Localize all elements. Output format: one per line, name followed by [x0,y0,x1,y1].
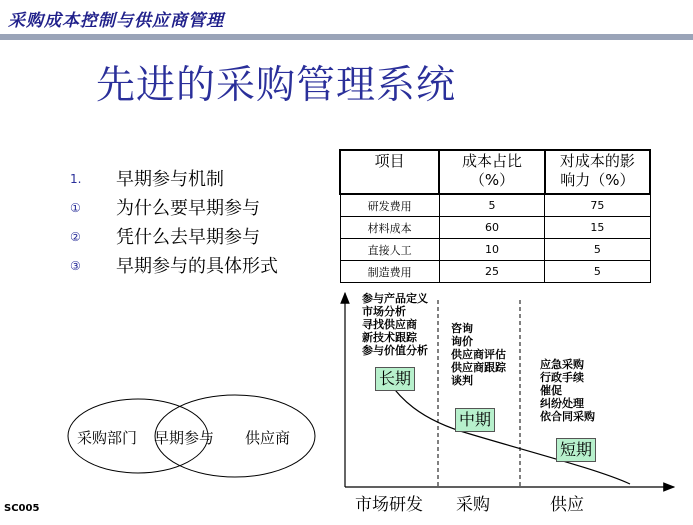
header-title: 采购成本控制与供应商管理 [8,11,224,31]
cell-ratio: 5 [439,194,544,217]
cell-ratio: 25 [439,261,544,283]
long-term-badge: 长期 [375,367,415,391]
cell-impact: 5 [545,261,650,283]
cell-ratio: 60 [439,217,544,239]
long-term-activities: 参与产品定义 市场分析 寻找供应商 新技术跟踪 参与价值分析 [362,292,428,357]
slide-code: SC005 [4,503,40,514]
header-impact: 对成本的影 响力（%） [545,150,650,194]
agenda-text: 凭什么去早期参与 [116,227,260,248]
cell-impact: 15 [545,217,650,239]
header-item: 项目 [340,150,439,194]
agenda-marker: ① [70,201,81,215]
header-ratio: 成本占比 （%） [439,150,544,194]
x-label-purchasing: 采购 [456,495,490,515]
venn-label-purchasing-dept: 采购部门 [77,429,138,447]
agenda-text: 早期参与机制 [116,169,224,190]
cell-item: 制造费用 [340,261,439,283]
agenda-marker: ③ [70,259,81,273]
cell-item: 材料成本 [340,217,439,239]
cell-item: 研发费用 [340,194,439,217]
cell-ratio: 10 [439,239,544,261]
agenda-text: 为什么要早期参与 [116,198,260,219]
mid-term-activities: 咨询 询价 供应商评估 供应商跟踪 谈判 [451,322,506,387]
agenda-marker: 1. [70,172,82,186]
cell-impact: 75 [545,194,650,217]
agenda-text: 早期参与的具体形式 [116,256,278,277]
page-title: 先进的采购管理系统 [96,63,457,108]
agenda-marker: ② [70,230,81,244]
venn-label-early-involvement: 早期参与 [154,429,215,447]
mid-term-badge: 中期 [455,408,495,432]
x-label-supply: 供应 [550,495,584,515]
cell-item: 直接人工 [340,239,439,261]
venn-label-supplier: 供应商 [245,429,291,447]
short-term-badge: 短期 [556,438,596,462]
cell-impact: 5 [545,239,650,261]
x-label-rd: 市场研发 [355,495,423,515]
short-term-activities: 应急采购 行政手续 催促 纠纷处理 依合同采购 [540,358,595,423]
